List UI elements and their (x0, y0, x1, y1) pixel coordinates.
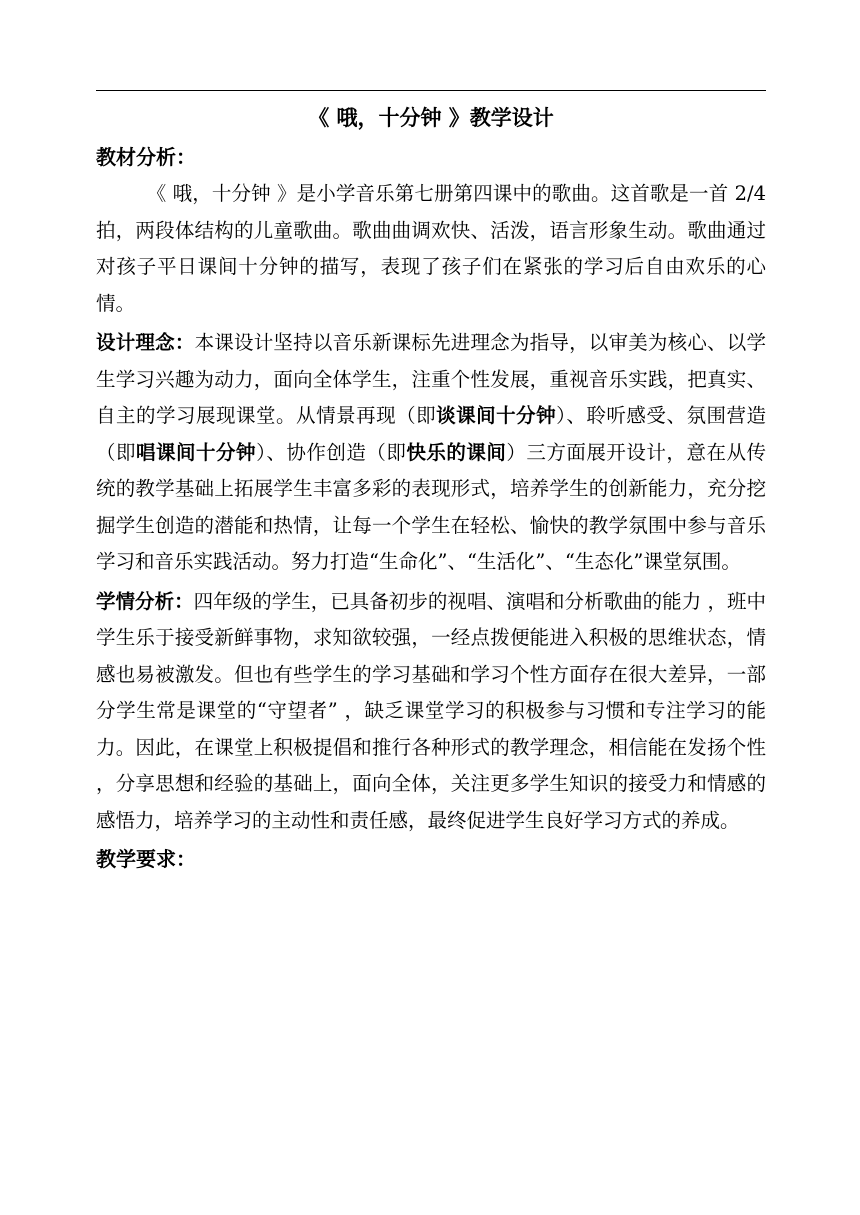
student-analysis-paragraph (96, 584, 766, 840)
design-text-1: 本课设计坚持以音乐新课标先进理念为指导，以审美为核心、以学生学习兴趣为动力，面向全体学生，注重个性发展，重视音乐实践，把真实、自主的学习展现课堂。从情景再现（即 (96, 331, 766, 427)
design-concept-label: 设计理念： (96, 331, 195, 354)
document-title: 《 哦，十分钟 》教学设计 (308, 105, 554, 130)
design-text-2: ）、聆听感受、氛围营造（即 (96, 404, 766, 464)
design-emphasis-3: 快乐的课间 (406, 440, 507, 464)
design-text-3: ）、协作创造（即 (256, 440, 407, 464)
document-body (96, 140, 766, 878)
student-analysis-label: 学情分析： (96, 589, 194, 613)
student-analysis-text: 四年级的学生，已具备初步的视唱、演唱和分析歌曲的能力 ，班中学生乐于接受新鲜事物，求知欲较强，一经点拨便能进入积极的思维状态，情感也易被激发。但也有些学生的学习基础和学习个性方面存在很大差异，一部分学生常是课堂的“守望者” ，缺乏课堂学习的积极参与习惯和专注学习的能力。因此，在课堂上积极提倡和推行各种形式的教学理念，相信能在发扬个性 ，分享思想和经验的基础上，面向全体，关注更多学生知识的接受力和情感的感悟力，培养学习的主动性和责任感，最终促进学生良好学习方式的养成。 (96, 589, 766, 832)
design-concept-paragraph (96, 325, 766, 581)
design-emphasis-1: 谈课间十分钟 (436, 404, 557, 427)
design-text-4: ）三方面展开设计，意在从传统的教学基础上拓展学生丰富多彩的表现形式，培养学生的创新能力，充分挖掘学生创造的潜能和热情，让每一个学生在轻松、愉快的教学氛围中参与音乐学习和音乐实践活动。努力打造“生命化”、“生活化”、“生态化”课堂氛围。 (96, 440, 766, 573)
textbook-analysis-heading: 教材分析： (96, 145, 196, 169)
textbook-analysis-paragraph: 《 哦，十分钟 》是小学音乐第七册第四课中的歌曲。这首歌是一首 2/4 拍，两段体结构的儿童歌曲。歌曲曲调欢快、活泼，语言形象生动。歌曲通过对孩子平日课间十分钟的描写，表现了孩子们在紧张的学习后自由欢乐的心情。 (96, 182, 766, 315)
header-rule (96, 90, 766, 91)
document-page (96, 0, 766, 1215)
design-emphasis-2: 唱课间十分钟 (136, 440, 257, 464)
teaching-requirements-heading: 教学要求： (96, 847, 196, 871)
